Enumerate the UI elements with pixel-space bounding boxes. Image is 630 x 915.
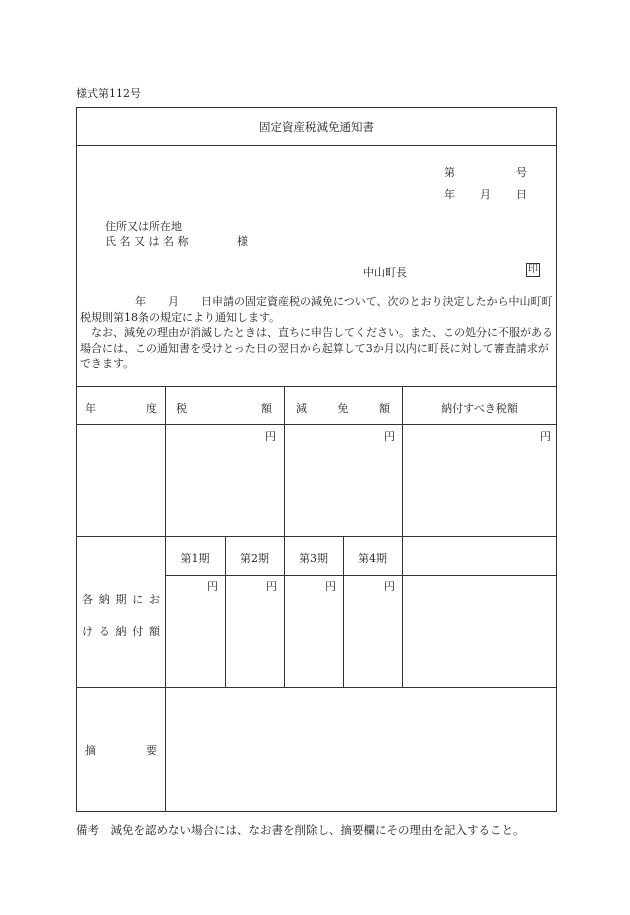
installment-bottom-line: [76, 687, 557, 688]
header-tax-amount: [176, 400, 272, 416]
period-2-label: 第2期: [240, 552, 269, 565]
remarks-label-char: 要: [146, 744, 157, 757]
yen-unit-payable: 円: [540, 430, 551, 443]
honorific-sama: 様: [237, 235, 248, 248]
header-reduction-char: 額: [379, 402, 390, 415]
installment-label-line-1: [82, 591, 160, 607]
yen-unit-period-1: 円: [207, 580, 218, 593]
installment-label-char: 期: [115, 593, 127, 606]
issuer-name: 中山町長: [363, 266, 407, 279]
yen-unit-period-2: 円: [266, 580, 277, 593]
yen-unit-period-4: 円: [384, 580, 395, 593]
doc-number-row: [444, 164, 527, 180]
col-divider-2: [284, 386, 285, 687]
date-year: 年: [444, 188, 455, 201]
date-row: [444, 186, 527, 202]
footnote: 備考 減免を認めない場合には、なお書を削除し、摘要欄にその理由を記入すること。: [76, 823, 525, 837]
installment-label-char: 納: [115, 625, 127, 638]
header-tax-char: 額: [261, 402, 272, 415]
col-divider-1: [165, 386, 166, 812]
header-payable-amount: 納付すべき税額: [441, 402, 518, 415]
period-3-label: 第3期: [299, 552, 328, 565]
row1-bottom-line: [76, 536, 557, 537]
header-year-char: 度: [146, 402, 157, 415]
address-label: 住所又は所在地: [105, 220, 182, 233]
name-label: 氏 名 又 は 名 称: [105, 235, 189, 248]
installment-label-char: る: [98, 625, 110, 638]
table-top-line: [76, 386, 557, 387]
col-divider-3: [402, 386, 403, 687]
installment-label-char: 各: [82, 593, 93, 606]
document-title: 固定資産税減免通知書: [259, 120, 374, 134]
yen-unit-tax: 円: [265, 430, 276, 443]
notice-paragraph-2: なお、減免の理由が消滅したときは、直ちに申告してください。また、この処分に不服がある場合には、この通知書を受けとった日の翌日から起算して3か月以内に町長に対して審査請求ができます。: [80, 326, 553, 370]
period-4-label: 第4期: [358, 552, 387, 565]
yen-unit-period-3: 円: [325, 580, 336, 593]
doc-number-go: 号: [516, 166, 527, 179]
form-number: 様式第112号: [76, 87, 141, 100]
seal-mark: 印: [528, 264, 538, 275]
form-frame: [76, 107, 557, 812]
installment-label-char: 額: [149, 625, 160, 638]
installment-label-char: 付: [132, 625, 144, 638]
date-day: 日: [516, 188, 527, 201]
header-reduction-char: 免: [337, 402, 349, 415]
notice-paragraph-1: 年 月 日申請の固定資産税の減免について、次のとおり決定したから中山町町税規則第18条の規定により通知します。: [80, 295, 553, 324]
remarks-label-char: 摘: [85, 744, 96, 757]
header-reduction-char: 減: [296, 402, 307, 415]
date-month: 月: [480, 188, 491, 201]
header-year: [85, 400, 157, 416]
doc-number-dai: 第: [444, 166, 455, 179]
installment-label-char: 納: [98, 593, 110, 606]
installment-label-line-2: [82, 623, 160, 639]
header-reduction-amount: [296, 400, 390, 416]
header-bottom-line: [76, 424, 557, 425]
header-year-char: 年: [85, 402, 96, 415]
period-1-label: 第1期: [180, 552, 210, 565]
remarks-label: [85, 742, 157, 758]
title-divider: [76, 145, 557, 146]
header-tax-char: 税: [176, 402, 187, 415]
installment-label-char: け: [82, 625, 93, 638]
installment-label-char: お: [149, 593, 160, 606]
installment-label-char: に: [132, 593, 144, 606]
yen-unit-reduction: 円: [384, 430, 395, 443]
period-row-line: [165, 575, 557, 576]
